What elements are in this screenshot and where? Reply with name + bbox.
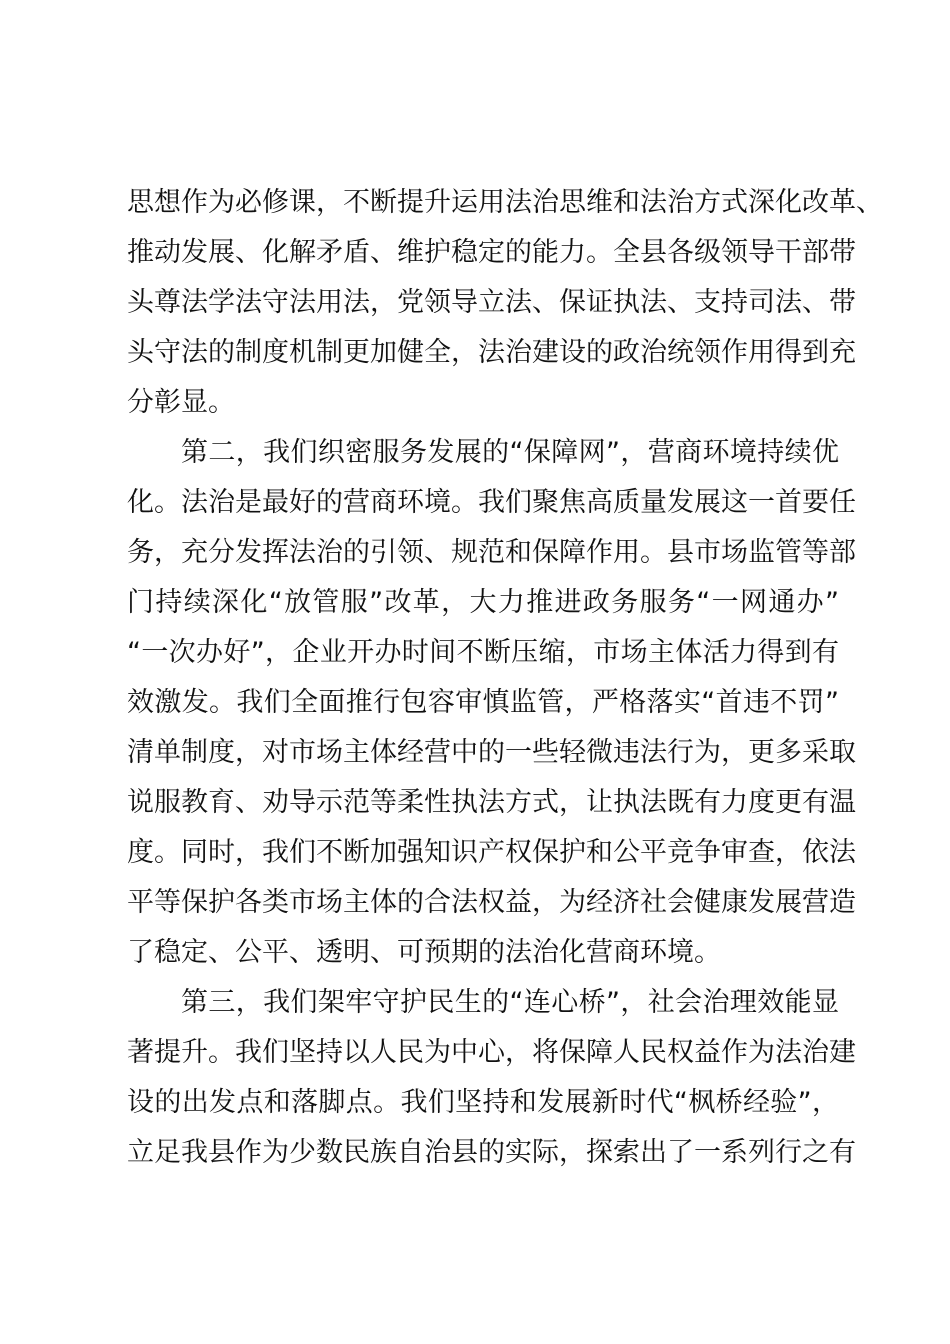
paragraph-2-line-3: 务，充分发挥法治的引领、规范和保障作用。县市场监管等部 [127,537,856,568]
paragraph-3-line-3: 设的出发点和落脚点。我们坚持和发展新时代“枫桥经验”， [127,1087,839,1118]
paragraph-1-line-1: 思想作为必修课，不断提升运用法治思维和法治方式深化改革、 [127,187,883,218]
paragraph-3-line-1: 第三，我们架牢守护民生的“连心桥”，社会治理效能显 [181,987,839,1018]
paragraph-2-line-4: 门持续深化“放管服”改革，大力推进政务服务“一网通办” [127,587,839,618]
paragraph-2-line-2: 化。法治是最好的营商环境。我们聚焦高质量发展这一首要任 [127,487,856,518]
paragraph-2-line-6: 效激发。我们全面推行包容审慎监管，严格落实“首违不罚” [127,687,839,718]
paragraph-2-line-11: 了稳定、公平、透明、可预期的法治化营商环境。 [127,937,721,968]
paragraph-2-line-5: “一次办好”，企业开办时间不断压缩，市场主体活力得到有 [127,637,839,668]
body-text [127,178,883,1178]
paragraph-1-line-5: 分彰显。 [127,387,235,418]
paragraph-1-line-2: 推动发展、化解矛盾、维护稳定的能力。全县各级领导干部带 [127,237,856,268]
paragraph-1-line-4: 头守法的制度机制更加健全，法治建设的政治统领作用得到充 [127,337,856,368]
paragraph-2-line-10: 平等保护各类市场主体的合法权益，为经济社会健康发展营造 [127,887,856,918]
paragraph-3-line-2: 著提升。我们坚持以人民为中心，将保障人民权益作为法治建 [127,1037,856,1068]
paragraph-3-line-4: 立足我县作为少数民族自治县的实际，探索出了一系列行之有 [127,1137,856,1168]
paragraph-2-line-9: 度。同时，我们不断加强知识产权保护和公平竞争审查，依法 [127,837,856,868]
paragraph-2-line-8: 说服教育、劝导示范等柔性执法方式，让执法既有力度更有温 [127,787,856,818]
paragraph-2-line-7: 清单制度，对市场主体经营中的一些轻微违法行为，更多采取 [127,737,856,768]
paragraph-1-line-3: 头尊法学法守法用法，党领导立法、保证执法、支持司法、带 [127,287,856,318]
paragraph-2-line-1: 第二，我们织密服务发展的“保障网”，营商环境持续优 [181,437,839,468]
